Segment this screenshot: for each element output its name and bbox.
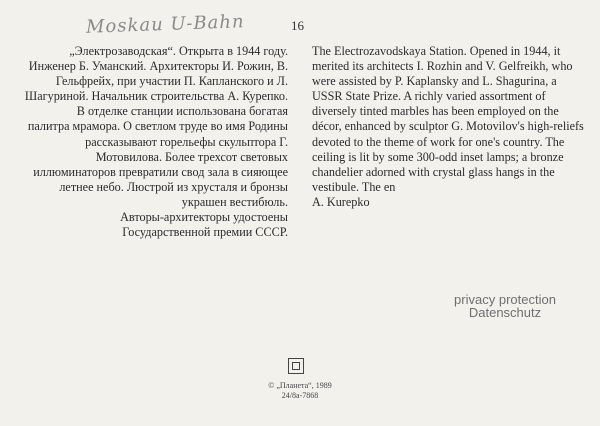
publisher-logo-icon <box>288 358 304 374</box>
page-number: 16 <box>291 18 304 33</box>
catalog-code: 24/8а-7868 <box>281 391 319 400</box>
handwritten-note: Moskau U-Bahn <box>85 11 245 38</box>
watermark-line: Datenschutz <box>468 305 542 320</box>
russian-text-column <box>20 44 288 240</box>
english-paragraph: A. Kurepko <box>312 194 370 209</box>
russian-paragraph: В отделке станции использована богатая палитра мрамора. О светлом труде во имя Родины рассказывают горельефы скульптора Г. Мотовилова. Более трехсот световых иллюминаторов превратили свод зала в сияющее летнее небо. Люстрой из хрусталя и бронзы украшен вестибюль. <box>27 104 288 209</box>
publisher-footer <box>200 381 400 401</box>
english-paragraph: The Electrozavodskaya Station. Opened in 1944, it merited its architects I. Rozhin and V. Gelfreikh, who were assisted by P. Kaplansky and L. Shagurina, a USSR State Prize. A richly varied assortment of diversely tinted marbles has been employed on the décor, enhanced by sculptor G. Motovilov's high-reliefs devoted to the theme of work for one's country. The ceiling is lit by some 300-odd inset lamps; a bronze chandelier adorned with crystal glass hangs in the vestibule. The en <box>312 44 584 194</box>
watermark-line: privacy protection <box>454 292 556 307</box>
english-text-column <box>312 44 584 210</box>
publisher-line: © „Планета“, 1989 <box>268 381 332 390</box>
russian-paragraph: „Электрозаводская“. Открыта в 1944 году. Инженер Б. Уманский. Архитекторы И. Рожин, В. Гельфрейх, при участии П. Капланского и Л. Шагуриной. Начальник строительства А. Курепко. <box>24 44 288 104</box>
privacy-watermark <box>430 293 580 319</box>
logo-inner-square <box>292 362 300 370</box>
russian-paragraph: Авторы-архитекторы удостоены Государственной премии СССР. <box>120 210 288 240</box>
